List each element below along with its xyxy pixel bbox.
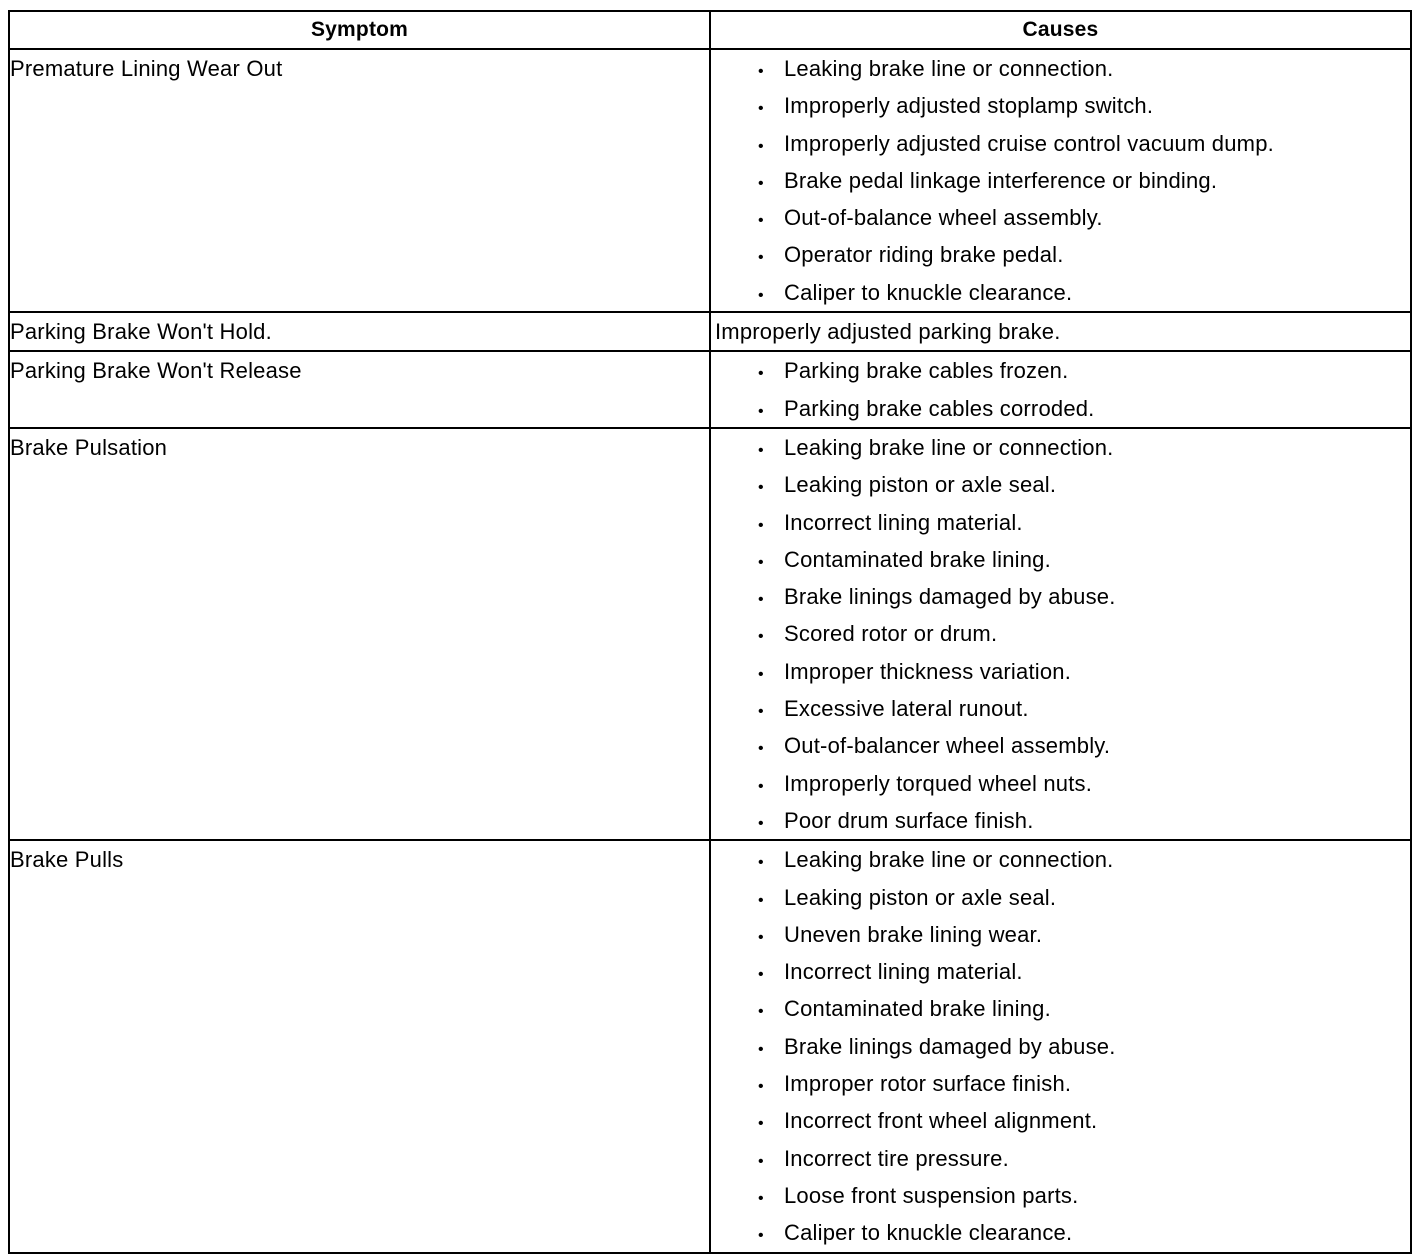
bullet-icon: • [758, 1078, 764, 1096]
cause-item [758, 162, 1410, 199]
cause-item [758, 879, 1410, 916]
cause-item [758, 1140, 1410, 1177]
symptom-cell: Brake Pulsation [9, 428, 710, 840]
cause-text: Brake linings damaged by abuse. [784, 584, 1116, 610]
cause-item [758, 274, 1410, 311]
cause-text: Improperly adjusted cruise control vacuum dump. [784, 130, 1274, 156]
cause-text: Loose front suspension parts. [784, 1182, 1079, 1208]
causes-column-header: Causes [710, 11, 1411, 49]
bullet-icon: • [758, 928, 764, 946]
bullet-icon: • [758, 665, 764, 683]
bullet-icon: • [758, 402, 764, 420]
bullet-icon: • [758, 966, 764, 984]
bullet-icon: • [758, 63, 764, 80]
cause-item [758, 1214, 1410, 1251]
causes-cell [710, 312, 1411, 351]
cause-text: Poor drum surface finish. [784, 807, 1034, 833]
cause-text: Brake linings damaged by abuse. [784, 1033, 1116, 1059]
cause-item [758, 1102, 1410, 1139]
cause-text: Leaking piston or axle seal. [784, 472, 1057, 498]
cause-item [758, 541, 1410, 578]
table-row [9, 312, 1411, 351]
causes-list [711, 50, 1410, 311]
cause-text: Leaking brake line or connection. [784, 847, 1114, 873]
cause-text: Incorrect tire pressure. [784, 1145, 1009, 1171]
cause-item [758, 802, 1410, 839]
bullet-icon: • [758, 479, 764, 497]
bullet-icon: • [758, 1189, 764, 1207]
bullet-icon: • [758, 174, 764, 192]
cause-item [758, 653, 1410, 690]
cause-item [758, 466, 1410, 503]
cause-text: Out-of-balance wheel assembly. [784, 205, 1103, 231]
cause-text: Contaminated brake lining. [784, 996, 1051, 1022]
bullet-icon: • [758, 854, 764, 872]
cause-item [758, 1065, 1410, 1102]
table-header-row [9, 11, 1411, 49]
bullet-icon: • [758, 1115, 764, 1133]
cause-item [758, 125, 1410, 162]
bullet-icon: • [758, 516, 764, 534]
cause-text: Caliper to knuckle clearance. [784, 1220, 1073, 1246]
bullet-icon: • [758, 100, 764, 118]
table-row [9, 428, 1411, 840]
bullet-icon: • [758, 891, 764, 909]
cause-item [758, 87, 1410, 124]
causes-list [711, 352, 1410, 427]
cause-text: Improperly torqued wheel nuts. [784, 770, 1093, 796]
bullet-icon: • [758, 777, 764, 795]
cause-item [758, 429, 1410, 466]
bullet-icon: • [758, 1227, 764, 1245]
cause-item [758, 50, 1410, 87]
causes-cell [710, 49, 1411, 312]
cause-item [758, 990, 1410, 1027]
cause-item [758, 1177, 1410, 1214]
symptom-column-header: Symptom [9, 11, 710, 49]
cause-item [758, 199, 1410, 236]
bullet-icon: • [758, 286, 764, 304]
cause-text: Incorrect lining material. [784, 509, 1023, 535]
cause-item [758, 953, 1410, 990]
bullet-icon: • [758, 441, 764, 459]
cause-text: Brake pedal linkage interference or binding. [784, 167, 1218, 193]
cause-item [758, 916, 1410, 953]
cause-text: Caliper to knuckle clearance. [784, 279, 1073, 305]
cause-item [758, 352, 1410, 389]
causes-cell [710, 351, 1411, 428]
symptom-cell: Brake Pulls [9, 840, 710, 1252]
cause-text: Parking brake cables corroded. [784, 395, 1095, 421]
cause-text: Leaking brake line or connection. [784, 434, 1114, 460]
cause-text: Improperly adjusted stoplamp switch. [784, 93, 1154, 119]
cause-text: Leaking brake line or connection. [784, 56, 1114, 81]
causes-list [711, 841, 1410, 1251]
causes-cell [710, 428, 1411, 840]
cause-text: Improper thickness variation. [784, 658, 1072, 684]
diagnosis-document [8, 10, 1410, 1254]
cause-text: Incorrect front wheel alignment. [784, 1108, 1098, 1134]
causes-cell [710, 840, 1411, 1252]
symptom-cell: Parking Brake Won't Release [9, 351, 710, 428]
cause-text: Out-of-balancer wheel assembly. [784, 733, 1111, 759]
cause-text: Improperly adjusted parking brake. [715, 319, 1061, 345]
cause-text: Operator riding brake pedal. [784, 242, 1064, 268]
table-row [9, 49, 1411, 312]
cause-item [758, 690, 1410, 727]
bullet-icon: • [758, 740, 764, 758]
cause-item [758, 236, 1410, 273]
cause-item [758, 615, 1410, 652]
bullet-icon: • [758, 1040, 764, 1058]
bullet-icon: • [758, 628, 764, 646]
cause-text: Incorrect lining material. [784, 959, 1023, 985]
bullet-icon: • [758, 137, 764, 155]
bullet-icon: • [758, 553, 764, 571]
table-row [9, 351, 1411, 428]
symptom-causes-table [8, 10, 1412, 1254]
bullet-icon: • [758, 212, 764, 230]
cause-text: Parking brake cables frozen. [784, 358, 1069, 384]
causes-list [711, 429, 1410, 839]
table-row [9, 840, 1411, 1252]
cause-item [758, 390, 1410, 427]
bullet-icon: • [758, 814, 764, 832]
cause-item [758, 504, 1410, 541]
cause-text: Uneven brake lining wear. [784, 921, 1043, 947]
bullet-icon: • [758, 365, 764, 383]
cause-text: Contaminated brake lining. [784, 546, 1051, 572]
symptom-cell: Parking Brake Won't Hold. [9, 312, 710, 351]
cause-item [758, 765, 1410, 802]
table-body [9, 49, 1411, 1253]
bullet-icon: • [758, 249, 764, 267]
symptom-cell: Premature Lining Wear Out [9, 49, 710, 312]
cause-item [758, 578, 1410, 615]
cause-item [758, 727, 1410, 764]
cause-item [758, 1028, 1410, 1065]
bullet-icon: • [758, 1152, 764, 1170]
cause-item [758, 841, 1410, 878]
cause-text: Leaking piston or axle seal. [784, 884, 1057, 910]
cause-text: Scored rotor or drum. [784, 621, 998, 647]
bullet-icon: • [758, 1003, 764, 1021]
bullet-icon: • [758, 591, 764, 609]
cause-text: Excessive lateral runout. [784, 696, 1029, 722]
bullet-icon: • [758, 703, 764, 721]
cause-text: Improper rotor surface finish. [784, 1071, 1072, 1097]
